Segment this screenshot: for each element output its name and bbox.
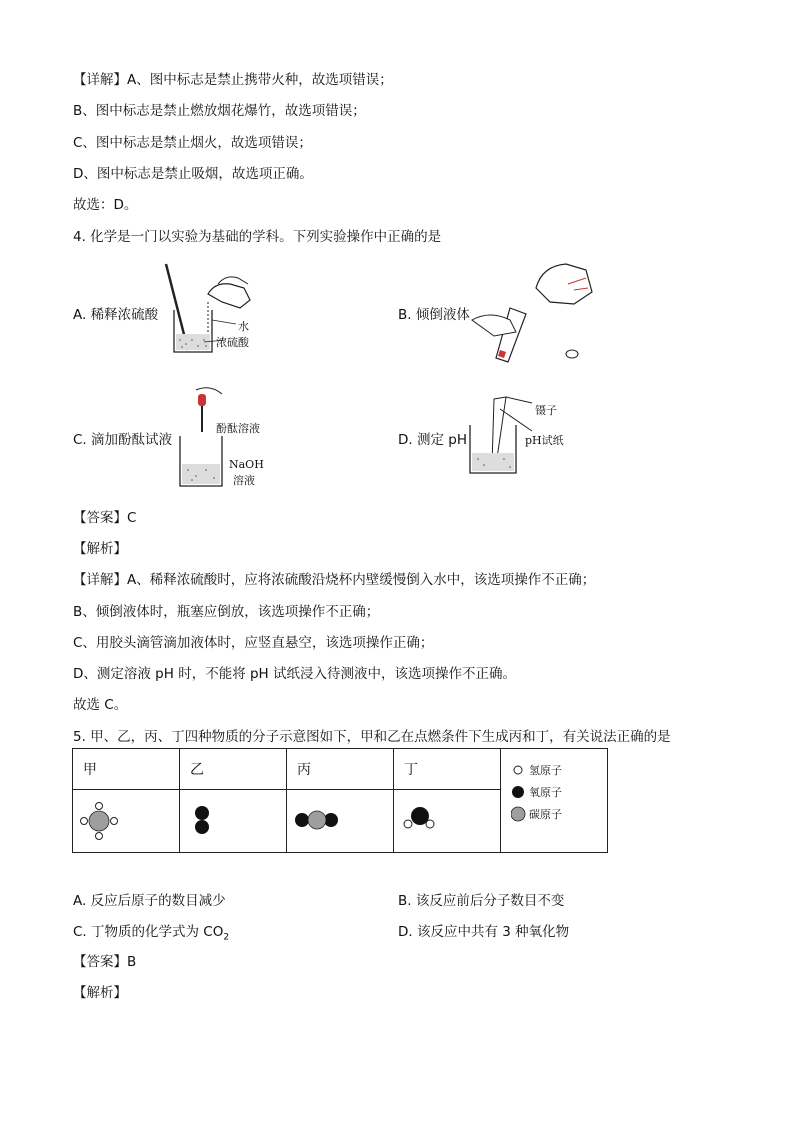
water-molecule <box>394 790 500 848</box>
prev-detail-line: B、图中标志是禁止燃放烟花爆竹，故选项错误； <box>73 103 366 119</box>
fig-label-conc-acid: 浓硫酸 <box>216 336 249 349</box>
legend-oxygen: 氧原子 <box>511 781 607 803</box>
fig-label-naoh: NaOH <box>229 458 264 471</box>
dilute-acid-figure <box>160 262 270 362</box>
legend-carbon: 碳原子 <box>511 803 607 825</box>
molecule-cell-ding <box>394 790 501 853</box>
molecule-cell-yi <box>180 790 287 853</box>
fig-label-solution: 溶液 <box>233 474 255 487</box>
fig-label-water: 水 <box>238 320 249 333</box>
q4-option-d-label: D. 测定 pH <box>398 432 467 448</box>
oxygen-molecule <box>180 790 286 848</box>
q4-analysis-title: 【解析】 <box>73 541 127 557</box>
q4-choice: 故选 C。 <box>73 697 128 713</box>
prev-detail-line: 【详解】A、图中标志是禁止携带火种，故选项错误； <box>73 72 393 88</box>
q4-detail-line: 【详解】A、稀释浓硫酸时，应将浓硫酸沿烧杯内壁缓慢倒入水中，该选项操作不正确； <box>73 572 596 588</box>
q5-option-d: D. 该反应中共有 3 种氧化物 <box>398 924 570 940</box>
q4-detail-line: D、测定溶液 pH 时，不能将 pH 试纸浸入待测液中，该选项操作不正确。 <box>73 666 517 682</box>
q4-option-b-label: B. 倾倒液体 <box>398 307 470 323</box>
q4-stem: 4. 化学是一门以实验为基础的学科。下列实验操作中正确的是 <box>73 229 442 245</box>
hydrogen-atom-icon <box>511 763 529 777</box>
methane-molecule <box>73 790 179 848</box>
q4-option-a-label: A. 稀释浓硫酸 <box>73 307 159 323</box>
fig-label-ph-paper: pH试纸 <box>525 434 564 447</box>
q5-option-b: B. 该反应前后分子数目不变 <box>398 893 565 909</box>
q4-option-c-label: C. 滴加酚酞试液 <box>73 432 173 448</box>
q4-answer: 【答案】C <box>73 510 137 526</box>
oxygen-atom-icon <box>511 785 529 799</box>
table-header: 乙 <box>180 749 287 790</box>
molecule-cell-bing <box>287 790 394 853</box>
legend-hydrogen: 氢原子 <box>511 759 607 781</box>
q5-analysis-title: 【解析】 <box>73 985 127 1001</box>
carbon-dioxide-molecule <box>287 790 393 848</box>
pour-liquid-figure <box>470 258 600 366</box>
q4-detail-line: C、用胶头滴管滴加液体时，应竖直悬空，该选项操作正确； <box>73 635 434 651</box>
fig-label-tweezers: 镊子 <box>535 404 557 417</box>
q5-answer: 【答案】B <box>73 954 137 970</box>
prev-detail-line: D、图中标志是禁止吸烟，故选项正确。 <box>73 166 313 182</box>
q5-option-a: A. 反应后原子的数目减少 <box>73 893 226 909</box>
q4-detail-line: B、倾倒液体时，瓶塞应倒放，该选项操作不正确； <box>73 604 380 620</box>
prev-detail-line: C、图中标志是禁止烟火，故选项错误； <box>73 135 312 151</box>
table-header: 丙 <box>287 749 394 790</box>
q5-option-c: C. 丁物质的化学式为 $CO_2$ <box>73 924 230 943</box>
table-header: 甲 <box>73 749 180 790</box>
q5-stem: 5. 甲、乙，丙、丁四种物质的分子示意图如下，甲和乙在点燃条件下生成丙和丁，有关说法正确的是 <box>73 729 671 745</box>
prev-choice: 故选：D。 <box>73 197 138 213</box>
carbon-atom-icon <box>511 806 529 822</box>
table-header: 丁 <box>394 749 501 790</box>
legend-cell <box>501 749 608 853</box>
molecule-table <box>72 748 608 853</box>
fig-label-phenolphthalein: 酚酞溶液 <box>216 422 260 435</box>
molecule-cell-jia <box>73 790 180 853</box>
